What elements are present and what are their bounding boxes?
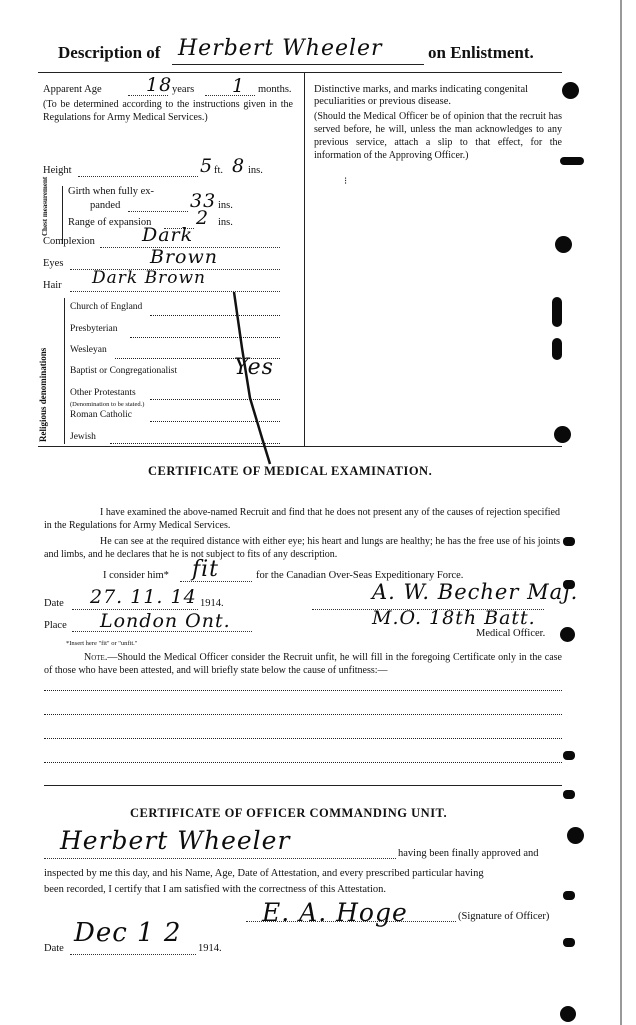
marks-heading-2: peculiarities or previous disease. — [314, 96, 452, 107]
unfitness-line-3 — [44, 738, 562, 739]
officer-unit: M.O. 18th Batt. — [372, 607, 536, 629]
column-divider — [304, 72, 305, 446]
religion-mark-value: Yes — [234, 355, 274, 380]
months-label: months. — [258, 84, 292, 95]
commanding-year-label: 1914. — [198, 943, 222, 954]
punch-hole-4 — [560, 627, 575, 642]
apparent-age-label: Apparent Age — [43, 84, 102, 95]
complexion-label: Complexion — [43, 236, 95, 247]
consider-label: I consider him* — [103, 570, 169, 581]
punch-slot-8 — [563, 891, 575, 900]
religion-wesleyan: Wesleyan — [70, 345, 107, 355]
age-months-value: 1 — [232, 75, 246, 97]
punch-hole-1 — [562, 82, 579, 99]
hair-label: Hair — [43, 280, 62, 291]
height-ins-label: ins. — [248, 165, 263, 176]
officer-signature: A. W. Becher Maj. — [372, 580, 579, 604]
complexion-value: Dark — [142, 224, 194, 246]
range-value: 2 — [196, 207, 210, 229]
height-leader — [78, 176, 198, 177]
religious-denominations-label: Religious denominations — [38, 347, 48, 442]
age-note: (To be determined according to the instructions given in the Regulations for Army Medical Services.) — [43, 99, 293, 123]
insert-note: *Insert here "fit" or "unfit." — [66, 640, 138, 647]
punch-slot-4 — [563, 537, 575, 546]
range-unit: ins. — [218, 217, 233, 228]
scan-edge-line — [620, 0, 622, 1025]
punch-slot-6 — [563, 751, 575, 760]
unfitness-line-1 — [44, 690, 562, 691]
place-label: Place — [44, 620, 67, 631]
title-underline — [172, 64, 424, 65]
religion-roman-catholic: Roman Catholic — [70, 410, 133, 420]
ft-label: ft. — [214, 165, 224, 176]
girth-label-1: Girth when fully ex- — [68, 186, 155, 197]
title-name-handwritten: Herbert Wheeler — [178, 36, 383, 61]
form-title-prefix: Description of — [58, 43, 161, 62]
range-label: Range of expansion — [68, 217, 152, 228]
punch-slot-3 — [552, 338, 562, 360]
hair-value: Dark Brown — [92, 268, 206, 288]
commanding-signature: E. A. Hoge — [262, 898, 408, 927]
age-years-line — [128, 95, 168, 96]
religion-jewish: Jewish — [70, 432, 96, 442]
eyes-value: Brown — [150, 246, 218, 268]
commanding-date-value: Dec 1 2 — [74, 918, 182, 948]
consider-line — [180, 581, 252, 582]
religion-church-of-england: Church of England — [70, 302, 143, 312]
years-label: years — [172, 84, 195, 95]
eyes-label: Eyes — [43, 258, 64, 269]
commanding-date-label: Date — [44, 943, 64, 954]
medical-date-value: 27. 11. 14 — [90, 586, 197, 608]
commanding-signature-line — [246, 921, 456, 922]
height-label: Height — [43, 165, 72, 176]
girth-value: 33 — [190, 190, 217, 212]
commanding-para-line-2: been recorded, I certify that I am satisfied with the correctness of this Attestation. — [44, 884, 387, 895]
signature-of-officer-label: (Signature of Officer) — [458, 911, 550, 922]
commanding-date-line — [70, 954, 196, 955]
marks-tick: ⁝ — [344, 176, 348, 187]
punch-hole-3 — [554, 426, 571, 443]
denomination-note: (Denomination to be stated.) — [70, 401, 145, 408]
age-years-value: 18 — [146, 74, 173, 96]
height-ft-value: 5 — [200, 155, 214, 177]
medical-year-label: 1914. — [200, 598, 224, 609]
girth-label-2: panded — [90, 200, 121, 211]
medical-paragraph-2: He can see at the required distance with either eye; his heart and lungs are healthy; he has the free use of his joints and limbs, and he declares that he is not subject to fits of any description. — [44, 536, 560, 560]
medical-date-label: Date — [44, 598, 64, 609]
unfitness-line-4 — [44, 762, 562, 763]
height-in-value: 8 — [232, 155, 246, 177]
place-value: London Ont. — [100, 610, 231, 632]
recruit-name-line — [44, 858, 396, 859]
unfitness-line-2 — [44, 714, 562, 715]
punch-hole-2 — [555, 236, 572, 253]
punch-slot-9 — [563, 938, 575, 947]
punch-slot-1 — [560, 157, 584, 165]
section-rule-commanding — [44, 785, 562, 786]
punch-hole-6 — [560, 1006, 576, 1022]
religion-bracket — [64, 298, 65, 444]
form-title-suffix: on Enlistment. — [428, 43, 534, 62]
medical-note — [44, 651, 562, 677]
section-rule-medical — [38, 446, 562, 447]
medical-officer-label: Medical Officer. — [476, 628, 546, 639]
note-text: —Should the Medical Officer consider the Recruit unfit, he will fill in the foregoing Certificate only in the case of those who have been attested, and will briefly state below the cause of unfitness:— — [44, 652, 562, 676]
header-rule — [38, 72, 562, 73]
medical-paragraph-1: I have examined the above-named Recruit and find that he does not present any of the causes of rejection specified in the Regulations for Army Medical Services. — [44, 507, 560, 531]
girth-unit: ins. — [218, 200, 233, 211]
girth-leader — [128, 211, 188, 212]
punch-hole-5 — [567, 827, 584, 844]
religion-presbyterian: Presbyterian — [70, 324, 118, 334]
chest-measurement-label: Chest measurement — [41, 176, 49, 236]
marks-note: (Should the Medical Officer be of opinion that the recruit has served before, he will, unless the man acknowledges to any previous service, attach a slip to that effect, for the information of the Approving Officer.) — [314, 111, 562, 161]
religion-baptist: Baptist or Congregationalist — [70, 366, 178, 376]
marks-heading-1: Distinctive marks, and marks indicating congenital — [314, 84, 529, 95]
punch-slot-7 — [563, 790, 575, 799]
age-months-line — [205, 95, 255, 96]
religion-other-protestants: Other Protestants — [70, 388, 136, 398]
recruit-name-handwritten: Herbert Wheeler — [60, 826, 291, 855]
approved-text: having been finally approved and — [398, 848, 539, 859]
commanding-para-line-1: inspected by me this day, and his Name, Age, Date of Attestation, and every prescribed particular having — [44, 868, 484, 879]
medical-heading: CERTIFICATE OF MEDICAL EXAMINATION. — [148, 464, 433, 478]
punch-slot-2 — [552, 297, 562, 327]
consider-value: fit — [192, 557, 220, 582]
commanding-heading: CERTIFICATE OF OFFICER COMMANDING UNIT. — [130, 806, 448, 820]
consider-suffix: for the Canadian Over-Seas Expeditionary Force. — [256, 570, 464, 581]
note-label: Note. — [84, 652, 108, 663]
